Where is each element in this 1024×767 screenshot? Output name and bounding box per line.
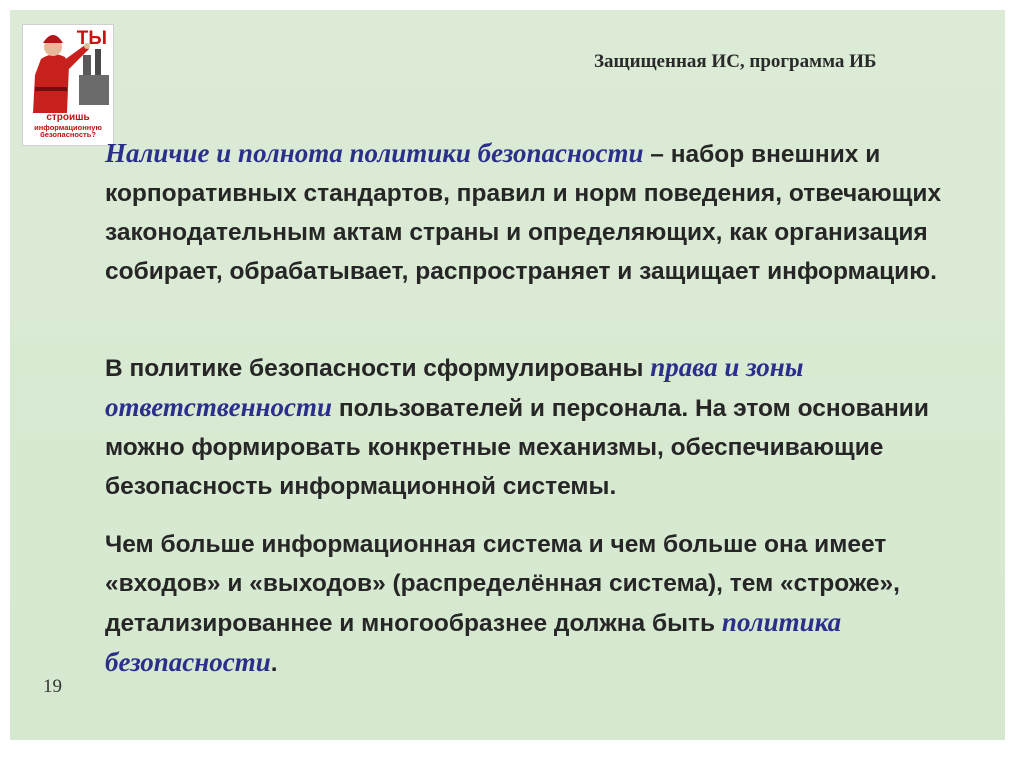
- paragraph-text: Чем больше информационная система и чем больше она имеет «входов» и «выходов» (распределённая система), тем «строже», детализированнее и многообразнее должна быть: [105, 531, 900, 637]
- paragraph-policy-definition: [105, 134, 955, 291]
- paragraph-text: В политике безопасности сформулированы: [105, 355, 651, 382]
- poster-caption-line: строишь: [46, 112, 90, 123]
- emphasis-text: права и зоны ответственности: [105, 352, 804, 422]
- paragraph-text: .: [270, 650, 278, 677]
- poster-image: [22, 24, 114, 146]
- page-number: 19: [43, 676, 62, 697]
- slide-title: Защищенная ИС, программа ИБ: [594, 51, 877, 72]
- paragraph-text: – набор внешних и корпоративных стандартов, правил и норм поведения, отвечающих законодательным актам страны и определяющих, как организация собирает, обрабатывает, распространяет и защищает информацию.: [105, 141, 942, 285]
- slide: [10, 10, 1005, 740]
- poster-headline: ТЫ: [76, 28, 107, 49]
- poster-caption-line: информационную: [34, 122, 102, 132]
- poster-caption: [23, 113, 113, 139]
- poster-caption-line: безопасность?: [40, 130, 96, 140]
- emphasis-text: Наличие и полнота политики безопасности: [105, 138, 644, 168]
- paragraph-text: пользователей и персонала. На этом основании можно формировать конкретные механизмы, обеспечивающие безопасность информационной системы.: [105, 395, 929, 500]
- emphasis-text: политика безопасности: [105, 607, 842, 677]
- paragraph-responsibilities: [105, 348, 955, 506]
- paragraph-system-size: [105, 525, 955, 683]
